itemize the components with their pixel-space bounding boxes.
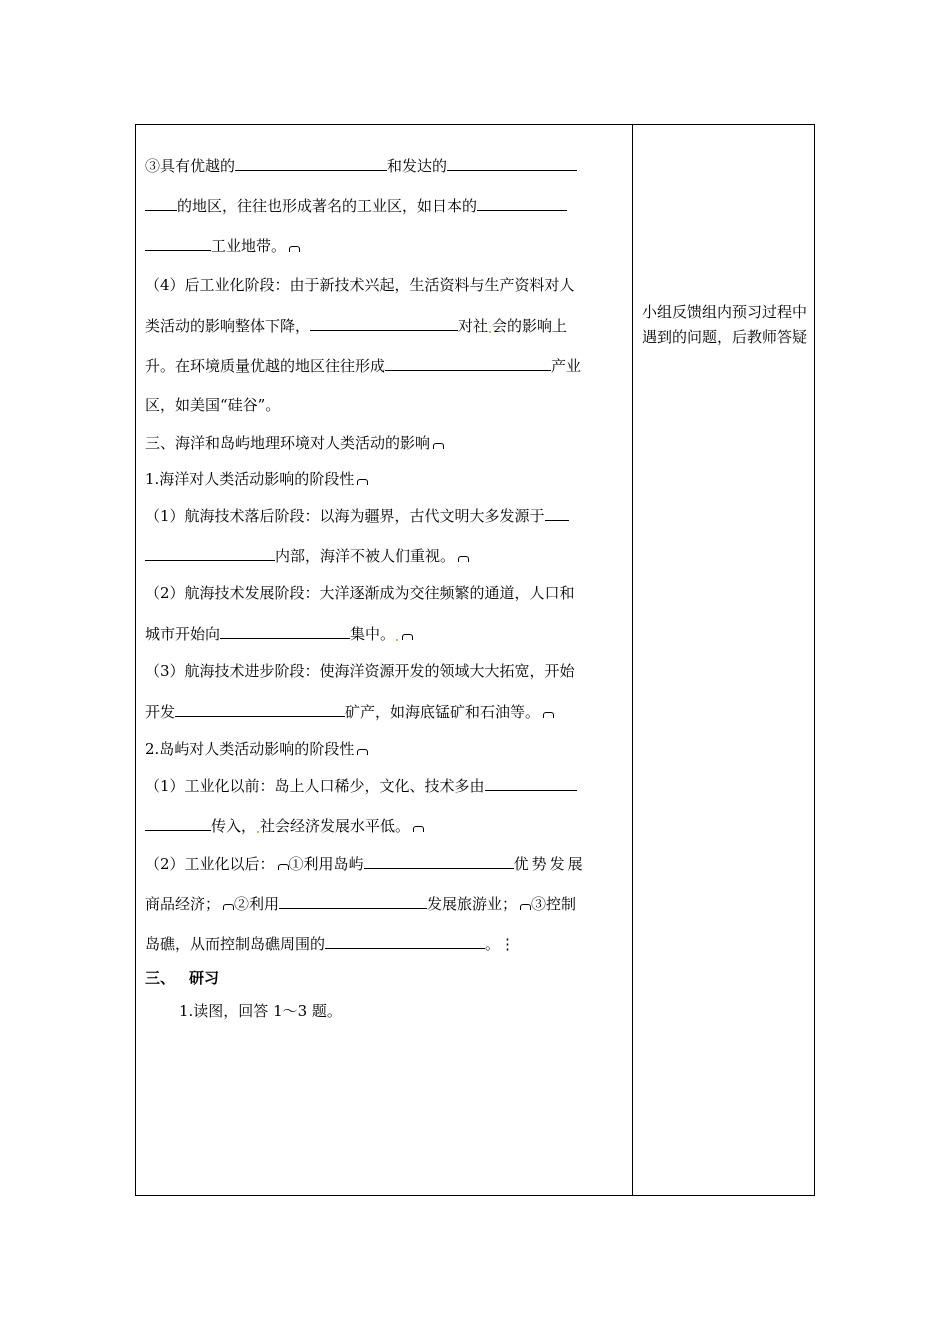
- text-line: [145, 815, 424, 836]
- text-line: [145, 235, 300, 256]
- fill-blank[interactable]: [220, 623, 350, 639]
- text-run: ③控制: [531, 895, 577, 913]
- fill-blank[interactable]: [279, 893, 427, 909]
- fill-blank[interactable]: [145, 815, 211, 831]
- fill-blank[interactable]: [447, 155, 577, 171]
- text-run: 产业: [551, 357, 582, 375]
- paragraph-mark-icon: [458, 556, 469, 562]
- text-line: [145, 505, 569, 526]
- text-run: 类活动的影响整体下降，: [145, 317, 311, 335]
- text-line: [145, 853, 586, 874]
- dot-icon: [489, 331, 491, 333]
- text-run: 的地区，往往也形成著名的工业区，如日本的: [177, 197, 478, 215]
- subsection-heading: [145, 739, 368, 759]
- dot-icon: [396, 639, 398, 641]
- dot-icon: [257, 831, 259, 833]
- text-run: 三、: [145, 969, 176, 987]
- fill-blank[interactable]: [385, 355, 551, 371]
- section-heading: [145, 433, 444, 453]
- paragraph-mark-icon: [357, 479, 368, 485]
- text-line: [145, 315, 567, 336]
- text-run: 岛礁，从而控制岛礁周围的: [145, 935, 326, 953]
- text-run: 1.读图，回答 1～3 题。: [179, 1002, 342, 1020]
- text-run: ②利用: [234, 895, 280, 913]
- text-line: [145, 623, 413, 644]
- paragraph-mark-icon: [223, 904, 234, 910]
- teacher-note: 小组反馈组内预习过程中遇到的问题，后教师答疑: [642, 303, 808, 346]
- fill-blank[interactable]: [545, 505, 569, 521]
- text-run: 城市开始向: [145, 625, 221, 643]
- text-line: [145, 155, 577, 176]
- paragraph-mark-icon: [357, 749, 368, 755]
- text-run: 三、海洋和岛屿地理环境对人类活动的影响: [145, 434, 431, 452]
- text-run: ③具有优越的: [145, 157, 236, 175]
- text-line: [145, 275, 575, 295]
- text-run: 2.岛屿对人类活动影响的阶段性: [145, 740, 355, 758]
- subsection-heading: [145, 469, 368, 489]
- text-line: [145, 395, 280, 415]
- text-run: 发展旅游业；: [427, 895, 518, 913]
- text-run: 内部，海洋不被人们重视。: [275, 547, 456, 565]
- paragraph-mark-icon: [402, 634, 413, 640]
- text-run: 开发: [145, 703, 176, 721]
- text-line: [145, 583, 575, 603]
- paragraph-mark-icon: [520, 904, 531, 910]
- text-line: [145, 195, 567, 216]
- fill-blank[interactable]: [310, 315, 458, 331]
- text-line: [145, 545, 469, 566]
- text-run: 区，如美国“硅谷”。: [145, 396, 281, 414]
- fill-blank[interactable]: [325, 933, 485, 949]
- text-line: [145, 355, 581, 376]
- text-line: [145, 933, 515, 954]
- text-run: （1）工业化以前：岛上人口稀少，文化、技术多由: [145, 777, 485, 795]
- text-run: （4）后工业化阶段：由于新技术兴起，生活资料与生产资料对人: [145, 276, 575, 294]
- fill-blank[interactable]: [364, 853, 514, 869]
- fill-blank[interactable]: [485, 775, 577, 791]
- fill-blank[interactable]: [145, 235, 211, 251]
- text-run: 升。在环境质量优越的地区往往形成: [145, 357, 386, 375]
- text-run: 1.海洋对人类活动影响的阶段性: [145, 470, 355, 488]
- text-run: （1）航海技术落后阶段：以海为疆界，古代文明大多发源于: [145, 507, 545, 525]
- text-run: 和发达的: [387, 157, 448, 175]
- text-run: 社会经济发展水平低。: [260, 817, 411, 835]
- paragraph-mark-icon: [289, 246, 300, 252]
- text-run: 对社: [458, 317, 489, 335]
- text-run: 优势发展: [513, 855, 586, 873]
- text-run: 工业地带。: [211, 237, 287, 255]
- paragraph-mark-icon: [413, 826, 424, 832]
- notes-column: [642, 300, 807, 350]
- fill-blank[interactable]: [145, 545, 275, 561]
- text-line: [145, 893, 576, 914]
- worksheet-table: [135, 124, 815, 1196]
- question-line: [179, 1001, 342, 1021]
- text-run: 矿产，如海底锰矿和石油等。: [345, 703, 541, 721]
- text-run: （3）航海技术进步阶段：使海洋资源开发的领域大大拓宽，开始: [145, 662, 575, 680]
- text-run: （2）航海技术发展阶段：大洋逐渐成为交往频繁的通道，人口和: [145, 584, 575, 602]
- paragraph-mark-icon: [433, 443, 444, 449]
- text-run: 传入，: [211, 817, 257, 835]
- text-run: 集中。: [350, 625, 396, 643]
- fill-blank[interactable]: [145, 195, 177, 211]
- fill-blank[interactable]: [477, 195, 567, 211]
- fill-blank[interactable]: [175, 701, 345, 717]
- text-run: 商品经济；: [145, 895, 221, 913]
- column-divider: [632, 125, 633, 1195]
- section-heading: [145, 968, 219, 988]
- text-run: （2）工业化以后：: [145, 855, 275, 873]
- text-run: 。⋮: [485, 935, 516, 953]
- text-run: ①利用岛屿: [288, 855, 364, 873]
- text-line: [145, 661, 575, 681]
- text-run: 会的影响上: [492, 317, 568, 335]
- text-line: [145, 701, 554, 722]
- paragraph-mark-icon: [543, 712, 554, 718]
- text-line: [145, 775, 577, 796]
- text-run: 研习: [189, 969, 220, 987]
- fill-blank[interactable]: [235, 155, 387, 171]
- paragraph-mark-icon: [278, 864, 289, 870]
